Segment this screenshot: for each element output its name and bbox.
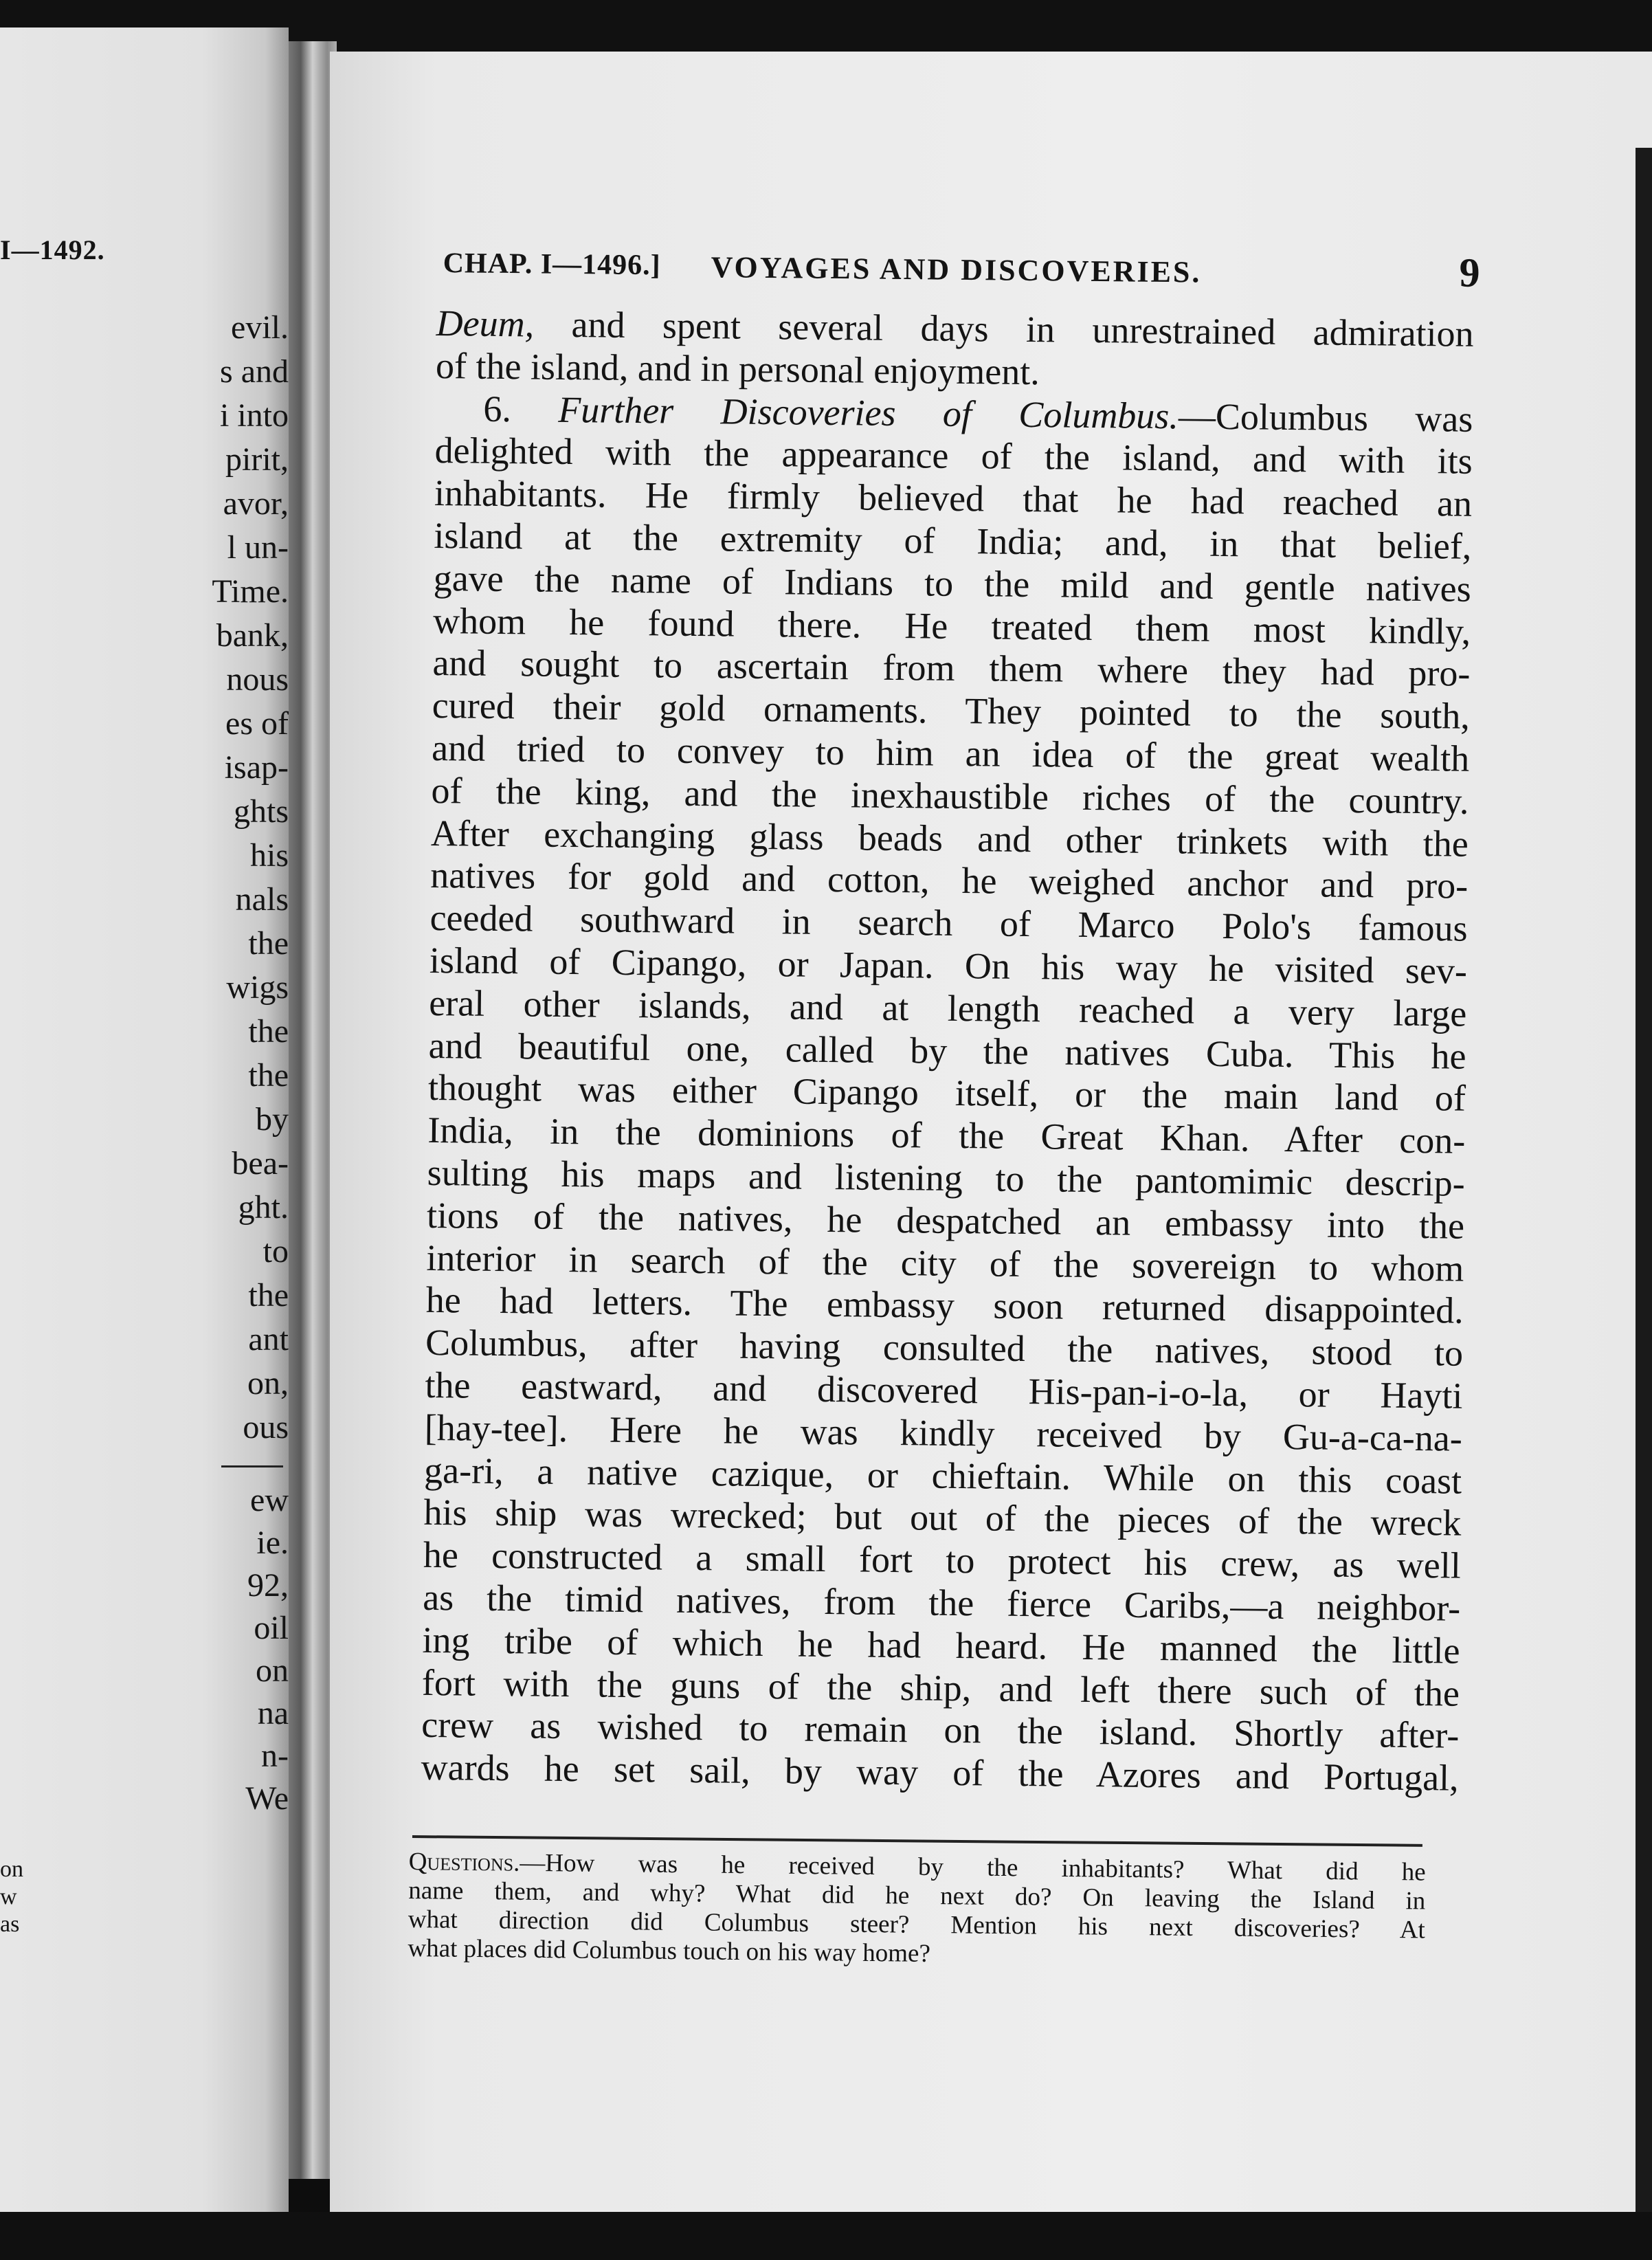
section-heading-line: 6. Further Discoveries of Columbus.—Columbus was (483, 388, 1473, 440)
text-line: whom he found there. He treated them most kindly, (432, 599, 1471, 652)
text-line: wards he set sail, by way of the Azores and Portugal, (421, 1746, 1459, 1799)
left-text-fragment: 92, (247, 1567, 289, 1604)
left-text-fragment: ght. (238, 1189, 289, 1226)
text-line: After exchanging glass beads and other trinkets with the (430, 812, 1469, 865)
text-line: island at the extremity of India; and, in that belief, (434, 514, 1472, 567)
left-text-fragment: l un- (227, 529, 289, 566)
page-edge-shadow (1636, 148, 1652, 2251)
left-text-fragment: evil. (231, 309, 289, 346)
paragraph-lines (421, 430, 1473, 1799)
left-text-fragment: ghts (233, 793, 289, 830)
left-text-fragment: the (248, 1013, 289, 1050)
text-line: Columbus, after having consulted the natives, stood to (425, 1322, 1464, 1374)
left-page-text-after-rule (179, 1479, 289, 1820)
left-page-text (165, 306, 289, 1450)
left-text-fragment: n- (261, 1738, 289, 1774)
text-line: as the timid natives, from the fierce Caribs,—a neighbor- (422, 1576, 1461, 1629)
text-line: thought was either Cipango itself, or the main land of (427, 1067, 1466, 1120)
left-text-fragment: on, (247, 1365, 289, 1402)
left-text-fragment: his (249, 837, 289, 874)
text-line: tions of the natives, he despatched an embassy into the (426, 1194, 1465, 1247)
running-title: VOYAGES AND DISCOVERIES. (711, 250, 1202, 289)
text-line: delighted with the appearance of the island, and with its (434, 430, 1473, 483)
question-line: what places did Columbus touch on his way home? (408, 1934, 931, 1968)
left-text-fragment: bank, (216, 617, 289, 654)
text-line: ceeded southward in search of Marco Polo's famous (429, 897, 1468, 949)
text-line: Deum, and spent several days in unrestrained admiration (436, 302, 1474, 355)
text-line: of the island, and in personal enjoyment. (435, 344, 1040, 392)
left-text-fragment: bea- (232, 1145, 289, 1182)
left-text-fragment: i into (219, 397, 289, 434)
text-line: crew as wished to remain on the island. Shortly after- (421, 1704, 1460, 1756)
left-running-head: I—1492. (0, 234, 105, 265)
left-facing-page (0, 27, 289, 2213)
text-line: fort with the guns of the ship, and left there such of the (421, 1661, 1460, 1714)
text-line: gave the name of Indians to the mild and gentle natives (433, 557, 1472, 610)
left-question-fragments (0, 1856, 23, 1938)
left-question-fragment: as (0, 1912, 20, 1937)
text-line: natives for gold and cotton, he weighed anchor and pro- (429, 854, 1469, 907)
left-text-fragment: nals (235, 881, 289, 918)
text-line: the eastward, and discovered His-pan-i-o-la, or Hayti (425, 1364, 1463, 1417)
left-text-fragment: nous (226, 661, 289, 698)
left-text-fragment: ie. (256, 1525, 289, 1561)
left-text-fragment: the (248, 925, 289, 962)
text-line: cured their gold ornaments. They pointed to the south, (432, 685, 1471, 737)
left-text-fragment: na (257, 1695, 289, 1731)
text-line: he constructed a small fort to protect his crew, as well (423, 1534, 1462, 1586)
text-line: of the king, and the inexhaustible riches of the country. (431, 769, 1469, 822)
page-number: 9 (1459, 250, 1481, 296)
left-text-fragment: to (263, 1233, 289, 1270)
left-text-fragment: pirit, (225, 441, 289, 478)
text-line: India, in the dominions of the Great Khan. After con- (427, 1109, 1466, 1162)
left-question-fragment: w (0, 1884, 17, 1909)
left-text-fragment: Time. (212, 573, 289, 610)
section-number: 6. (483, 388, 512, 430)
scan-bottom-edge (0, 2212, 1652, 2260)
question-line: name them, and why? What did he next do? On leaving the Island in (408, 1876, 1426, 1916)
text-line: and sought to ascertain from them where they had pro- (432, 642, 1471, 695)
left-text-fragment: by (256, 1101, 289, 1138)
question-line: Questions.—How was he received by the inhabitants? What did he (408, 1848, 1426, 1887)
left-text-fragment: ant (248, 1321, 289, 1358)
section-heading: Further Discoveries of Columbus. (557, 388, 1179, 436)
left-text-fragment: wigs (226, 969, 289, 1006)
left-text-fragment: oil (254, 1610, 289, 1646)
text-line: ing tribe of which he had heard. He manned the little (422, 1619, 1460, 1672)
text-line: [hay-tee]. Here he was kindly received by Gu-a-ca-na- (424, 1406, 1463, 1459)
text-line: interior in search of the city of the sovereign to whom (426, 1237, 1464, 1289)
left-footnote-rule (221, 1465, 283, 1467)
left-text-fragment: the (248, 1057, 289, 1094)
questions-footnote (408, 1848, 1426, 1973)
chapter-marker: CHAP. I—1496.] (443, 247, 661, 282)
text-line: he had letters. The embassy soon returned disappointed. (425, 1279, 1464, 1332)
left-text-fragment: s and (220, 353, 289, 390)
text-line: island of Cipango, or Japan. On his way he visited sev- (429, 939, 1468, 992)
text-line: eral other islands, and at length reached a very large (429, 982, 1467, 1034)
left-text-fragment: isap- (224, 749, 289, 786)
text-line: inhabitants. He firmly believed that he had reached an (434, 472, 1473, 524)
text-line: and beautiful one, called by the natives Cuba. This he (428, 1024, 1466, 1077)
left-text-fragment: We (245, 1780, 289, 1817)
left-text-fragment: ous (243, 1409, 289, 1445)
italic-word: Deum, (436, 302, 535, 345)
text-line: ga-ri, a native cazique, or chieftain. While on this coast (423, 1449, 1462, 1502)
left-text-fragment: the (248, 1277, 289, 1314)
left-text-fragment: es of (225, 705, 289, 742)
text-line: his ship was wrecked; but out of the pieces of the wreck (423, 1492, 1462, 1544)
left-text-fragment: avor, (223, 485, 289, 522)
left-question-fragment: on (0, 1857, 23, 1882)
body-text (421, 302, 1474, 1800)
question-line: what direction did Columbus steer? Mention his next discoveries? At (408, 1905, 1426, 1945)
text-line: sulting his maps and listening to the pantomimic descrip- (427, 1151, 1465, 1204)
left-text-fragment: on (256, 1652, 289, 1689)
text-line: and tried to convey to him an idea of the great wealth (431, 727, 1470, 779)
questions-label: Questions. (408, 1848, 520, 1877)
left-text-fragment: ew (250, 1482, 289, 1518)
